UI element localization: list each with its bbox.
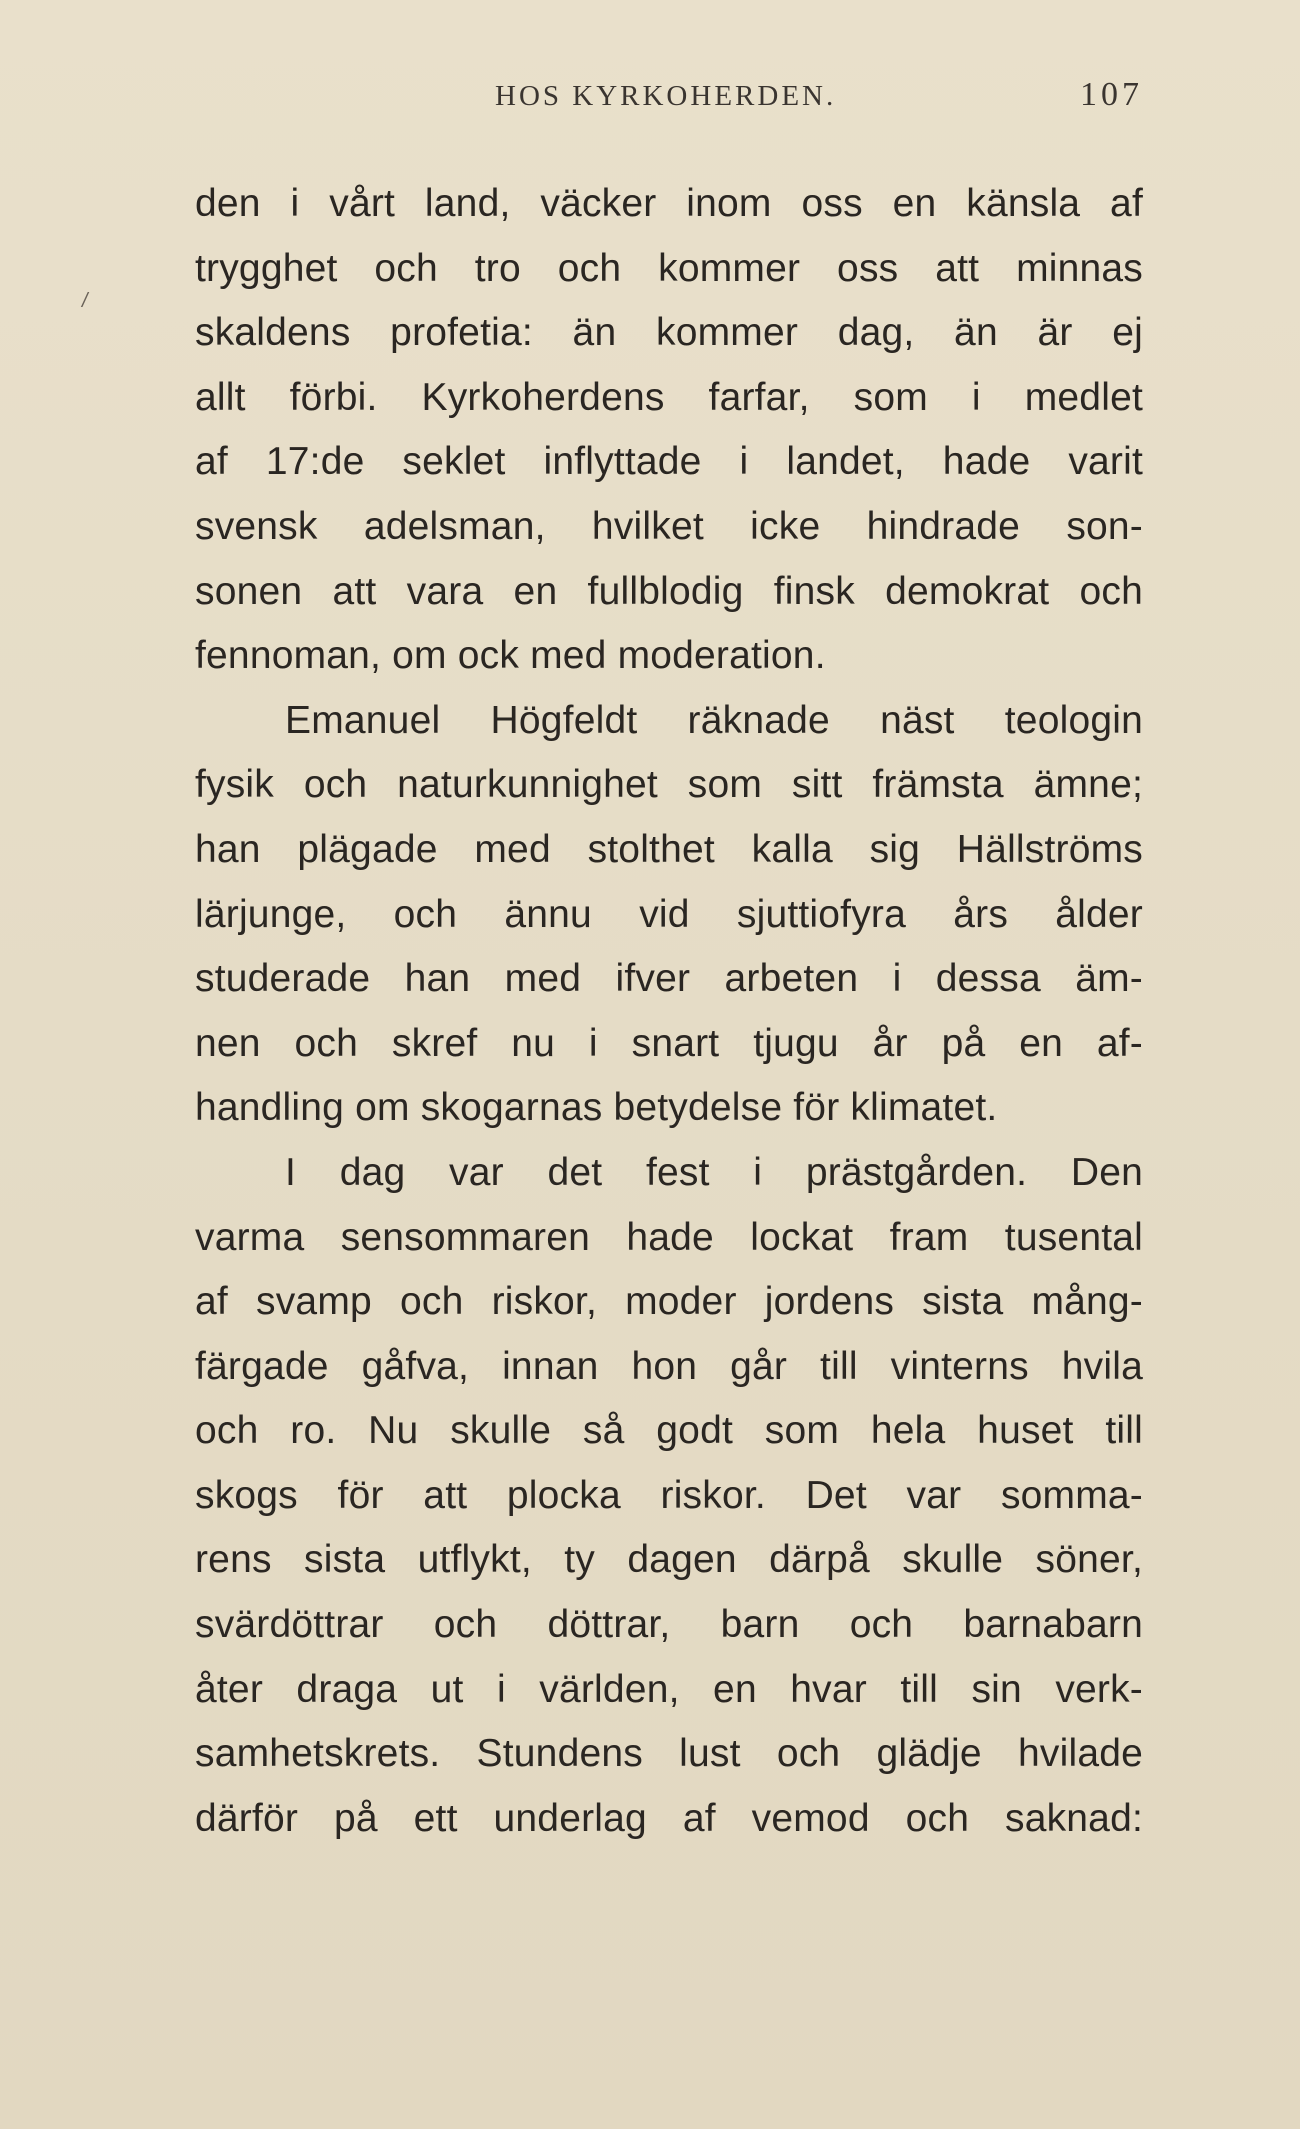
- text-line: trygghet och tro och kommer oss att minnas: [195, 246, 1143, 290]
- text-line: varma sensommaren hade lockat fram tusental: [195, 1215, 1143, 1259]
- text-line: svensk adelsman, hvilket icke hindrade son-: [195, 504, 1143, 548]
- text-line: han plägade med stolthet kalla sig Hällströms: [195, 827, 1143, 871]
- page-header: [195, 72, 1143, 122]
- text-line: lärjunge, och ännu vid sjuttiofyra års ålder: [195, 892, 1143, 936]
- text-line: af svamp och riskor, moder jordens sista mång-: [195, 1280, 1143, 1324]
- text-line: af 17:de seklet inflyttade i landet, hade varit: [195, 440, 1143, 484]
- text-line: nen och skref nu i snart tjugu år på en af-: [195, 1021, 1143, 1065]
- text-line: sonen att vara en fullblodig finsk demokrat och: [195, 569, 1143, 613]
- text-line: den i vårt land, väcker inom oss en känsla af: [195, 182, 1143, 225]
- text-line: skaldens profetia: än kommer dag, än är ej: [195, 311, 1143, 355]
- text-line: allt förbi. Kyrkoherdens farfar, som i medlet: [195, 375, 1143, 419]
- text-line: åter draga ut i världen, en hvar till sin verk-: [195, 1667, 1143, 1711]
- text-line: rens sista utflykt, ty dagen därpå skulle söner,: [195, 1538, 1143, 1582]
- text-line: Emanuel Högfeldt räknade näst teologin: [285, 698, 1143, 742]
- text-line: skogs för att plocka riskor. Det var somma-: [195, 1473, 1143, 1517]
- text-line: handling om skogarnas betydelse för klimatet.: [195, 1086, 998, 1130]
- text-line: därför på ett underlag af vemod och saknad:: [195, 1796, 1143, 1840]
- body-text: [195, 172, 1143, 1851]
- text-line: färgade gåfva, innan hon går till vinterns hvila: [195, 1344, 1143, 1388]
- text-line: samhetskrets. Stundens lust och glädje hvilade: [195, 1732, 1143, 1776]
- text-line: fysik och naturkunnighet som sitt främsta ämne;: [195, 763, 1143, 807]
- text-line: fennoman, om ock med moderation.: [195, 634, 826, 678]
- margin-mark: /: [82, 290, 88, 312]
- running-head: HOS KYRKOHERDEN.: [495, 80, 837, 112]
- text-line: studerade han med ifver arbeten i dessa äm-: [195, 957, 1143, 1001]
- text-line: och ro. Nu skulle så godt som hela huset till: [195, 1409, 1143, 1453]
- page-number: 107: [1080, 76, 1143, 113]
- text-line: I dag var det fest i prästgården. Den: [285, 1150, 1143, 1194]
- text-line: svärdöttrar och döttrar, barn och barnabarn: [195, 1603, 1143, 1647]
